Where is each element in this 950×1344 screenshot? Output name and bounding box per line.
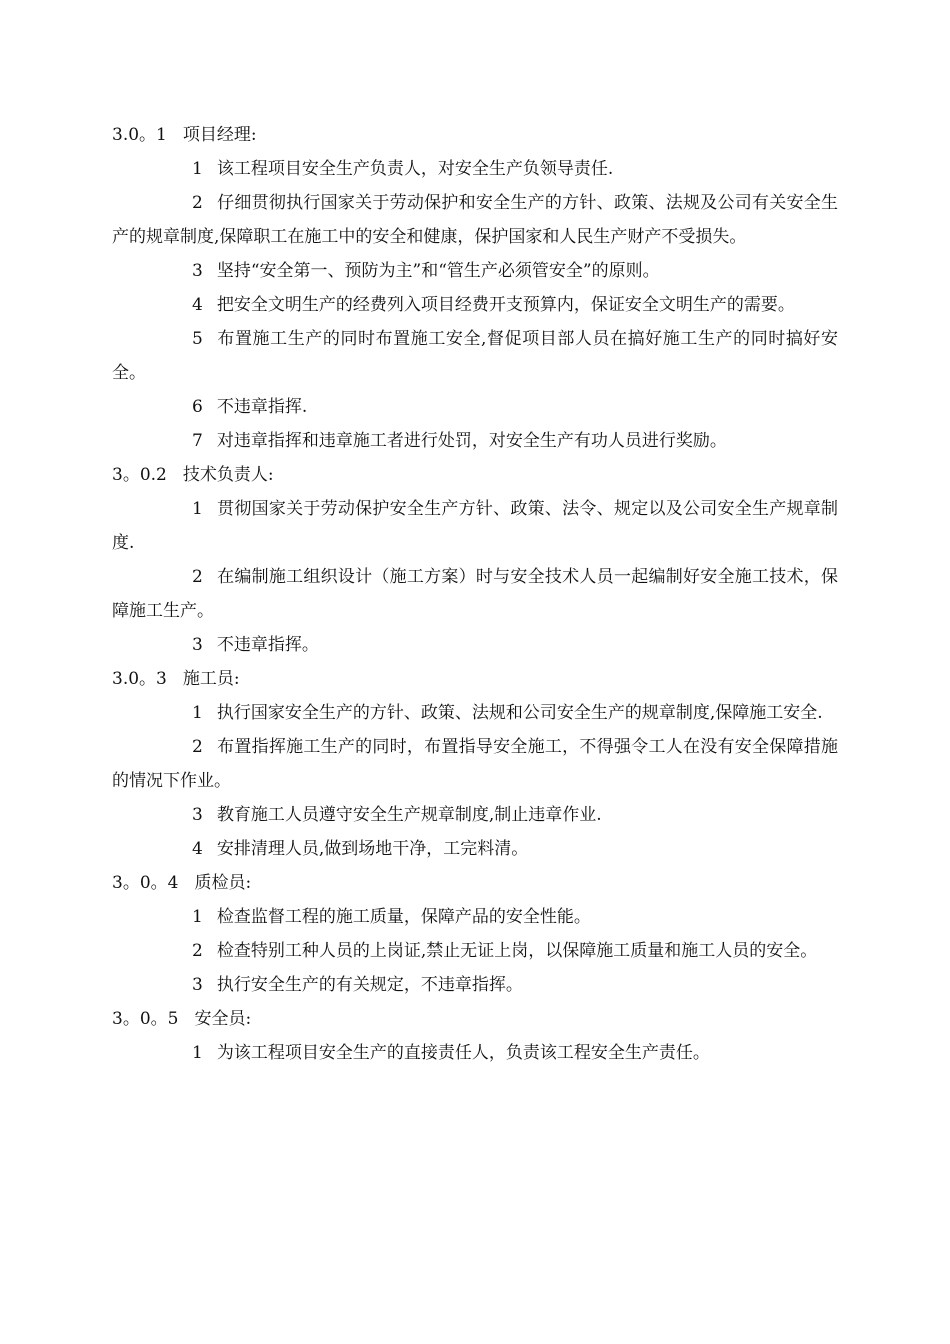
section-heading — [112, 458, 838, 492]
list-item — [112, 424, 838, 458]
section-heading — [112, 118, 838, 152]
item-number: 3 — [192, 975, 203, 995]
list-item — [112, 492, 838, 560]
item-text: 布置施工生产的同时布置施工安全,督促项目部人员在搞好施工生产的同时搞好安全。 — [112, 329, 838, 383]
item-text: 安排清理人员,做到场地干净，工完料清。 — [216, 839, 529, 859]
item-text: 教育施工人员遵守安全生产规章制度,制止违章作业. — [216, 805, 602, 825]
list-item — [112, 288, 838, 322]
item-text: 该工程项目安全生产负责人，对安全生产负领导责任. — [216, 159, 614, 179]
item-number: 1 — [192, 1043, 203, 1063]
item-text: 仔细贯彻执行国家关于劳动保护和安全生产的方针、政策、法规及公司有关安全生产的规章制度,保障职工在施工中的安全和健康，保护国家和人民生产财产不受损失。 — [112, 193, 838, 247]
list-item — [112, 1036, 838, 1070]
list-item — [112, 560, 838, 628]
item-text: 把安全文明生产的经费列入项目经费开支预算内，保证安全文明生产的需要。 — [216, 295, 795, 315]
item-text: 在编制施工组织设计（施工方案）时与安全技术人员一起编制好安全施工技术，保障施工生产。 — [112, 567, 838, 621]
item-number: 5 — [192, 329, 203, 349]
list-item — [112, 696, 838, 730]
item-number: 6 — [192, 397, 203, 417]
item-text: 贯彻国家关于劳动保护安全生产方针、政策、法令、规定以及公司安全生产规章制度. — [112, 499, 838, 553]
item-text: 检查监督工程的施工质量，保障产品的安全性能。 — [216, 907, 591, 927]
item-text: 对违章指挥和违章施工者进行处罚，对安全生产有功人员进行奖励。 — [216, 431, 727, 451]
section-number: 3。0。4 — [112, 873, 179, 893]
item-number: 1 — [192, 159, 203, 179]
list-item — [112, 322, 838, 390]
item-number: 1 — [192, 907, 203, 927]
item-number: 1 — [192, 499, 203, 519]
list-item — [112, 730, 838, 798]
list-item — [112, 628, 838, 662]
section-number: 3。0。5 — [112, 1009, 179, 1029]
item-number: 4 — [192, 839, 203, 859]
item-text: 不违章指挥。 — [216, 635, 319, 655]
section-title: 技术负责人: — [182, 465, 274, 485]
item-number: 7 — [192, 431, 203, 451]
item-text: 执行国家安全生产的方针、政策、法规和公司安全生产的规章制度,保障施工安全. — [216, 703, 823, 723]
section-number: 3。0.2 — [112, 465, 167, 485]
item-text: 布置指挥施工生产的同时，布置指导安全施工，不得强令工人在没有安全保障措施的情况下作业。 — [112, 737, 838, 791]
item-text: 检查特别工种人员的上岗证,禁止无证上岗，以保障施工质量和施工人员的安全。 — [216, 941, 818, 961]
list-item — [112, 152, 838, 186]
list-item — [112, 900, 838, 934]
item-number: 2 — [192, 737, 203, 757]
item-text: 坚持“安全第一、预防为主”和“管生产必须管安全”的原则。 — [216, 261, 660, 281]
document-body — [112, 118, 838, 1070]
item-number: 1 — [192, 703, 203, 723]
section-heading — [112, 866, 838, 900]
item-number: 2 — [192, 567, 203, 587]
list-item — [112, 832, 838, 866]
list-item — [112, 186, 838, 254]
section-number: 3.0。3 — [112, 669, 167, 689]
item-number: 3 — [192, 261, 203, 281]
item-text: 不违章指挥. — [216, 397, 308, 417]
item-text: 执行安全生产的有关规定，不违章指挥。 — [216, 975, 523, 995]
section-heading — [112, 662, 838, 696]
item-number: 2 — [192, 941, 203, 961]
list-item — [112, 254, 838, 288]
item-number: 3 — [192, 635, 203, 655]
section-heading — [112, 1002, 838, 1036]
list-item — [112, 968, 838, 1002]
section-number: 3.0。1 — [112, 125, 167, 145]
item-number: 2 — [192, 193, 203, 213]
section-title: 项目经理: — [182, 125, 257, 145]
list-item — [112, 798, 838, 832]
item-number: 3 — [192, 805, 203, 825]
item-text: 为该工程项目安全生产的直接责任人，负责该工程安全生产责任。 — [216, 1043, 710, 1063]
item-number: 4 — [192, 295, 203, 315]
section-title: 质检员: — [194, 873, 252, 893]
list-item — [112, 934, 838, 968]
section-title: 施工员: — [182, 669, 240, 689]
list-item — [112, 390, 838, 424]
section-title: 安全员: — [194, 1009, 252, 1029]
